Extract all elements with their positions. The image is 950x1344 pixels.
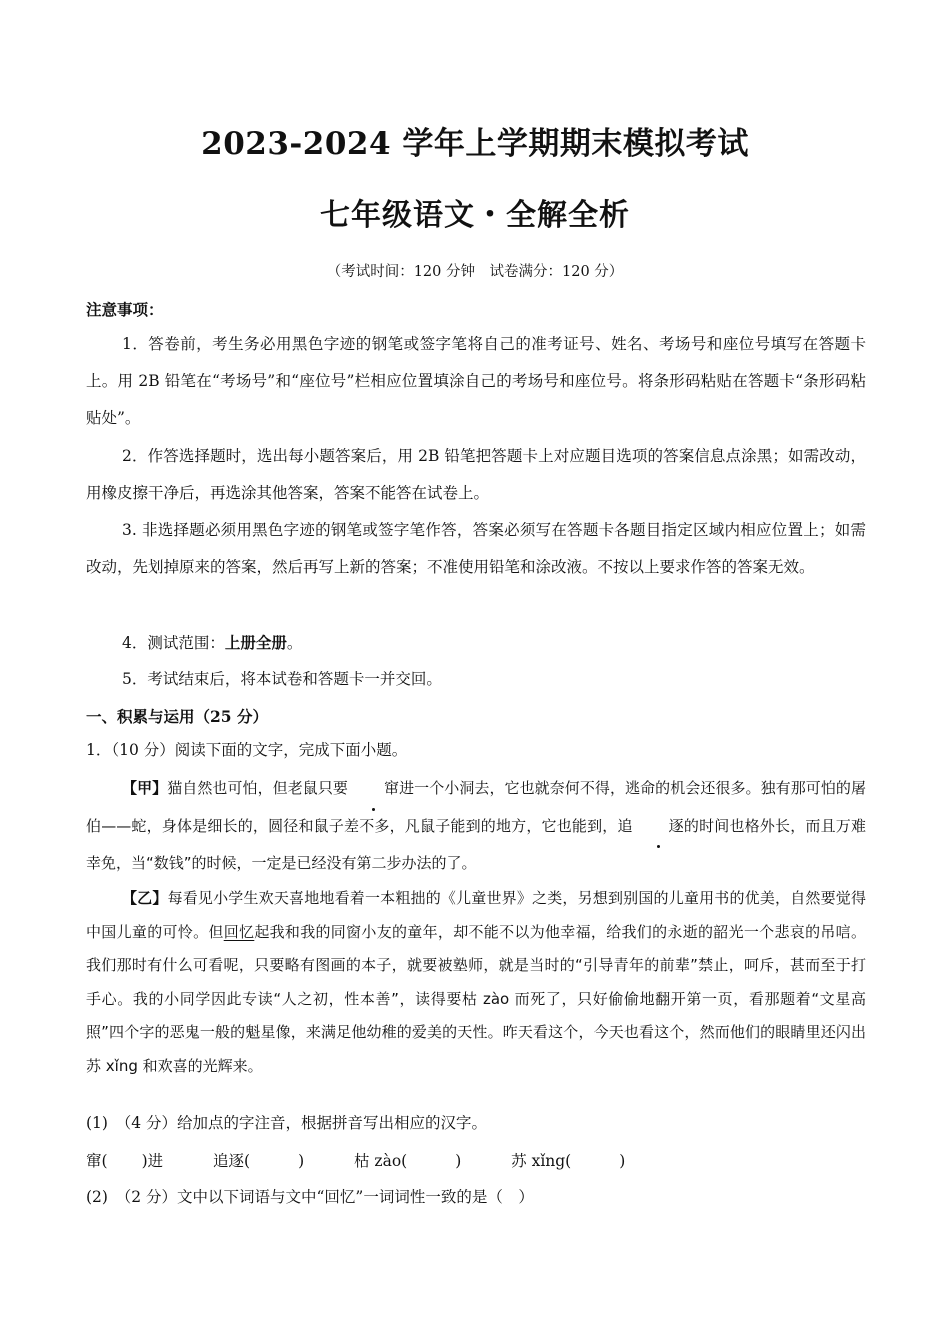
sub-question-2-label: (2) （2 分）文中以下词语与文中“回忆”一词词性一致的是（ ） [86, 1188, 534, 1206]
exam-subtitle: 七年级语文・全解全析 [320, 198, 630, 233]
exam-info: （考试时间：120 分钟 试卷满分：120 分） [326, 264, 624, 280]
sub-question-1-blanks [86, 1146, 866, 1176]
blank-4-open: 苏 xǐng( [511, 1152, 572, 1170]
passage-b-text-2: 起我和我的同窗小友的童年，却不能不以为他幸福，给我们的永逝的韶光一个悲哀的吊唁。我们那时有什么可看呢，只要略有图画的本子，就要被塾师，就是当时的“引导青年的前辈”禁止，呵斥，甚而至于打手心。我的小同学因此专读“人之初，性本善”，读得要枯 zào 而死了，只好偷偷地翻开第一页，看那题着“文星高照”四个字的恶鬼一般的魁星像，来满足他幼稚的爱美的天性。昨天看这个，今天也看这个，然而他们的眼睛里还闪出苏 xǐng 和欢喜的光辉来。 [86, 922, 866, 1075]
blank-1-open: 窜( [86, 1152, 108, 1170]
sub-question-1-label: (1) （4 分）给加点的字注音，根据拼音写出相应的汉字。 [86, 1114, 487, 1132]
notice-item-2: 2．作答选择题时，选出每小题答案后，用 2B 铅笔把答题卡上对应题目选项的答案信息点涂黑；如需改动，用橡皮擦干净后，再选涂其他答案，答案不能答在试卷上。 [86, 447, 866, 502]
blank-2-open: 追逐( [213, 1152, 251, 1170]
notice-item-4-suffix: 。 [286, 634, 303, 652]
passage-a-text-1: 猫自然也可怕，但老鼠只要 [167, 779, 348, 797]
passage-b [86, 882, 866, 1083]
dotted-char-cuan: 窜 [348, 770, 399, 808]
blank-3-close: ) [455, 1152, 462, 1170]
passage-b-text-1: 每看见小学生欢天喜地地看着一本粗拙的《儿童世界》之类，另想到别国的儿童用书的优美，自然要觉得中国儿童的可怜。但 [86, 889, 866, 941]
notice-item-1: 1．答卷前，考生务必用黑色字迹的钢笔或签字笔将自己的准考证号、姓名、考场号和座位号填写在答题卡上。用 2B 铅笔在“考场号”和“座位号”栏相应位置填涂自己的考场号和座位号。将条形码粘贴在答题卡“条形码粘贴处”。 [86, 335, 866, 427]
exam-title: 2023-2024 学年上学期期末模拟考试 [201, 126, 749, 162]
passage-b-tag: 【乙】 [122, 889, 168, 907]
section-heading: 一、积累与运用（25 分） [86, 707, 268, 726]
passage-a-text-3: 的时间也格外长，而且万难幸免，当“数钱”的时候，一定是已经没有第二步办法的了。 [86, 816, 866, 872]
blank-1-close: )进 [141, 1152, 164, 1170]
question-1-intro: 1．（10 分）阅读下面的文字，完成下面小题。 [86, 741, 408, 759]
notice-item-4 [86, 624, 866, 662]
notice-heading: 注意事项： [86, 300, 164, 319]
test-scope: 上册全册 [224, 633, 287, 652]
underlined-word-huiyi: 回忆 [223, 922, 255, 941]
notice-item-3: 3. 非选择题必须用黑色字迹的钢笔或签字笔作答，答案必须写在答题卡各题目指定区域内相应位置上；如需改动，先划掉原来的答案，然后再写上新的答案；不准使用铅笔和涂改液。不按以上要求作答的答案无效。 [86, 521, 866, 576]
blank-2-close: ) [298, 1152, 305, 1170]
dotted-char-zhu: 逐 [633, 808, 684, 846]
notice-item-4-prefix: 4．测试范围： [122, 634, 225, 652]
passage-a-text-2: 进一个小洞去，它也就奈何不得，逃命的机会还很多。独有那可怕的屠伯——蛇，身体是细长的，圆径和鼠子差不多，凡鼠子能到的地方，它也能到，追 [86, 779, 866, 835]
passage-a-tag: 【甲】 [122, 779, 168, 797]
notice-item-5: 5．考试结束后，将本试卷和答题卡一并交回。 [122, 670, 442, 688]
passage-a [86, 770, 866, 883]
blank-3-open: 枯 zào( [354, 1152, 408, 1170]
blank-4-close: ) [619, 1152, 626, 1170]
